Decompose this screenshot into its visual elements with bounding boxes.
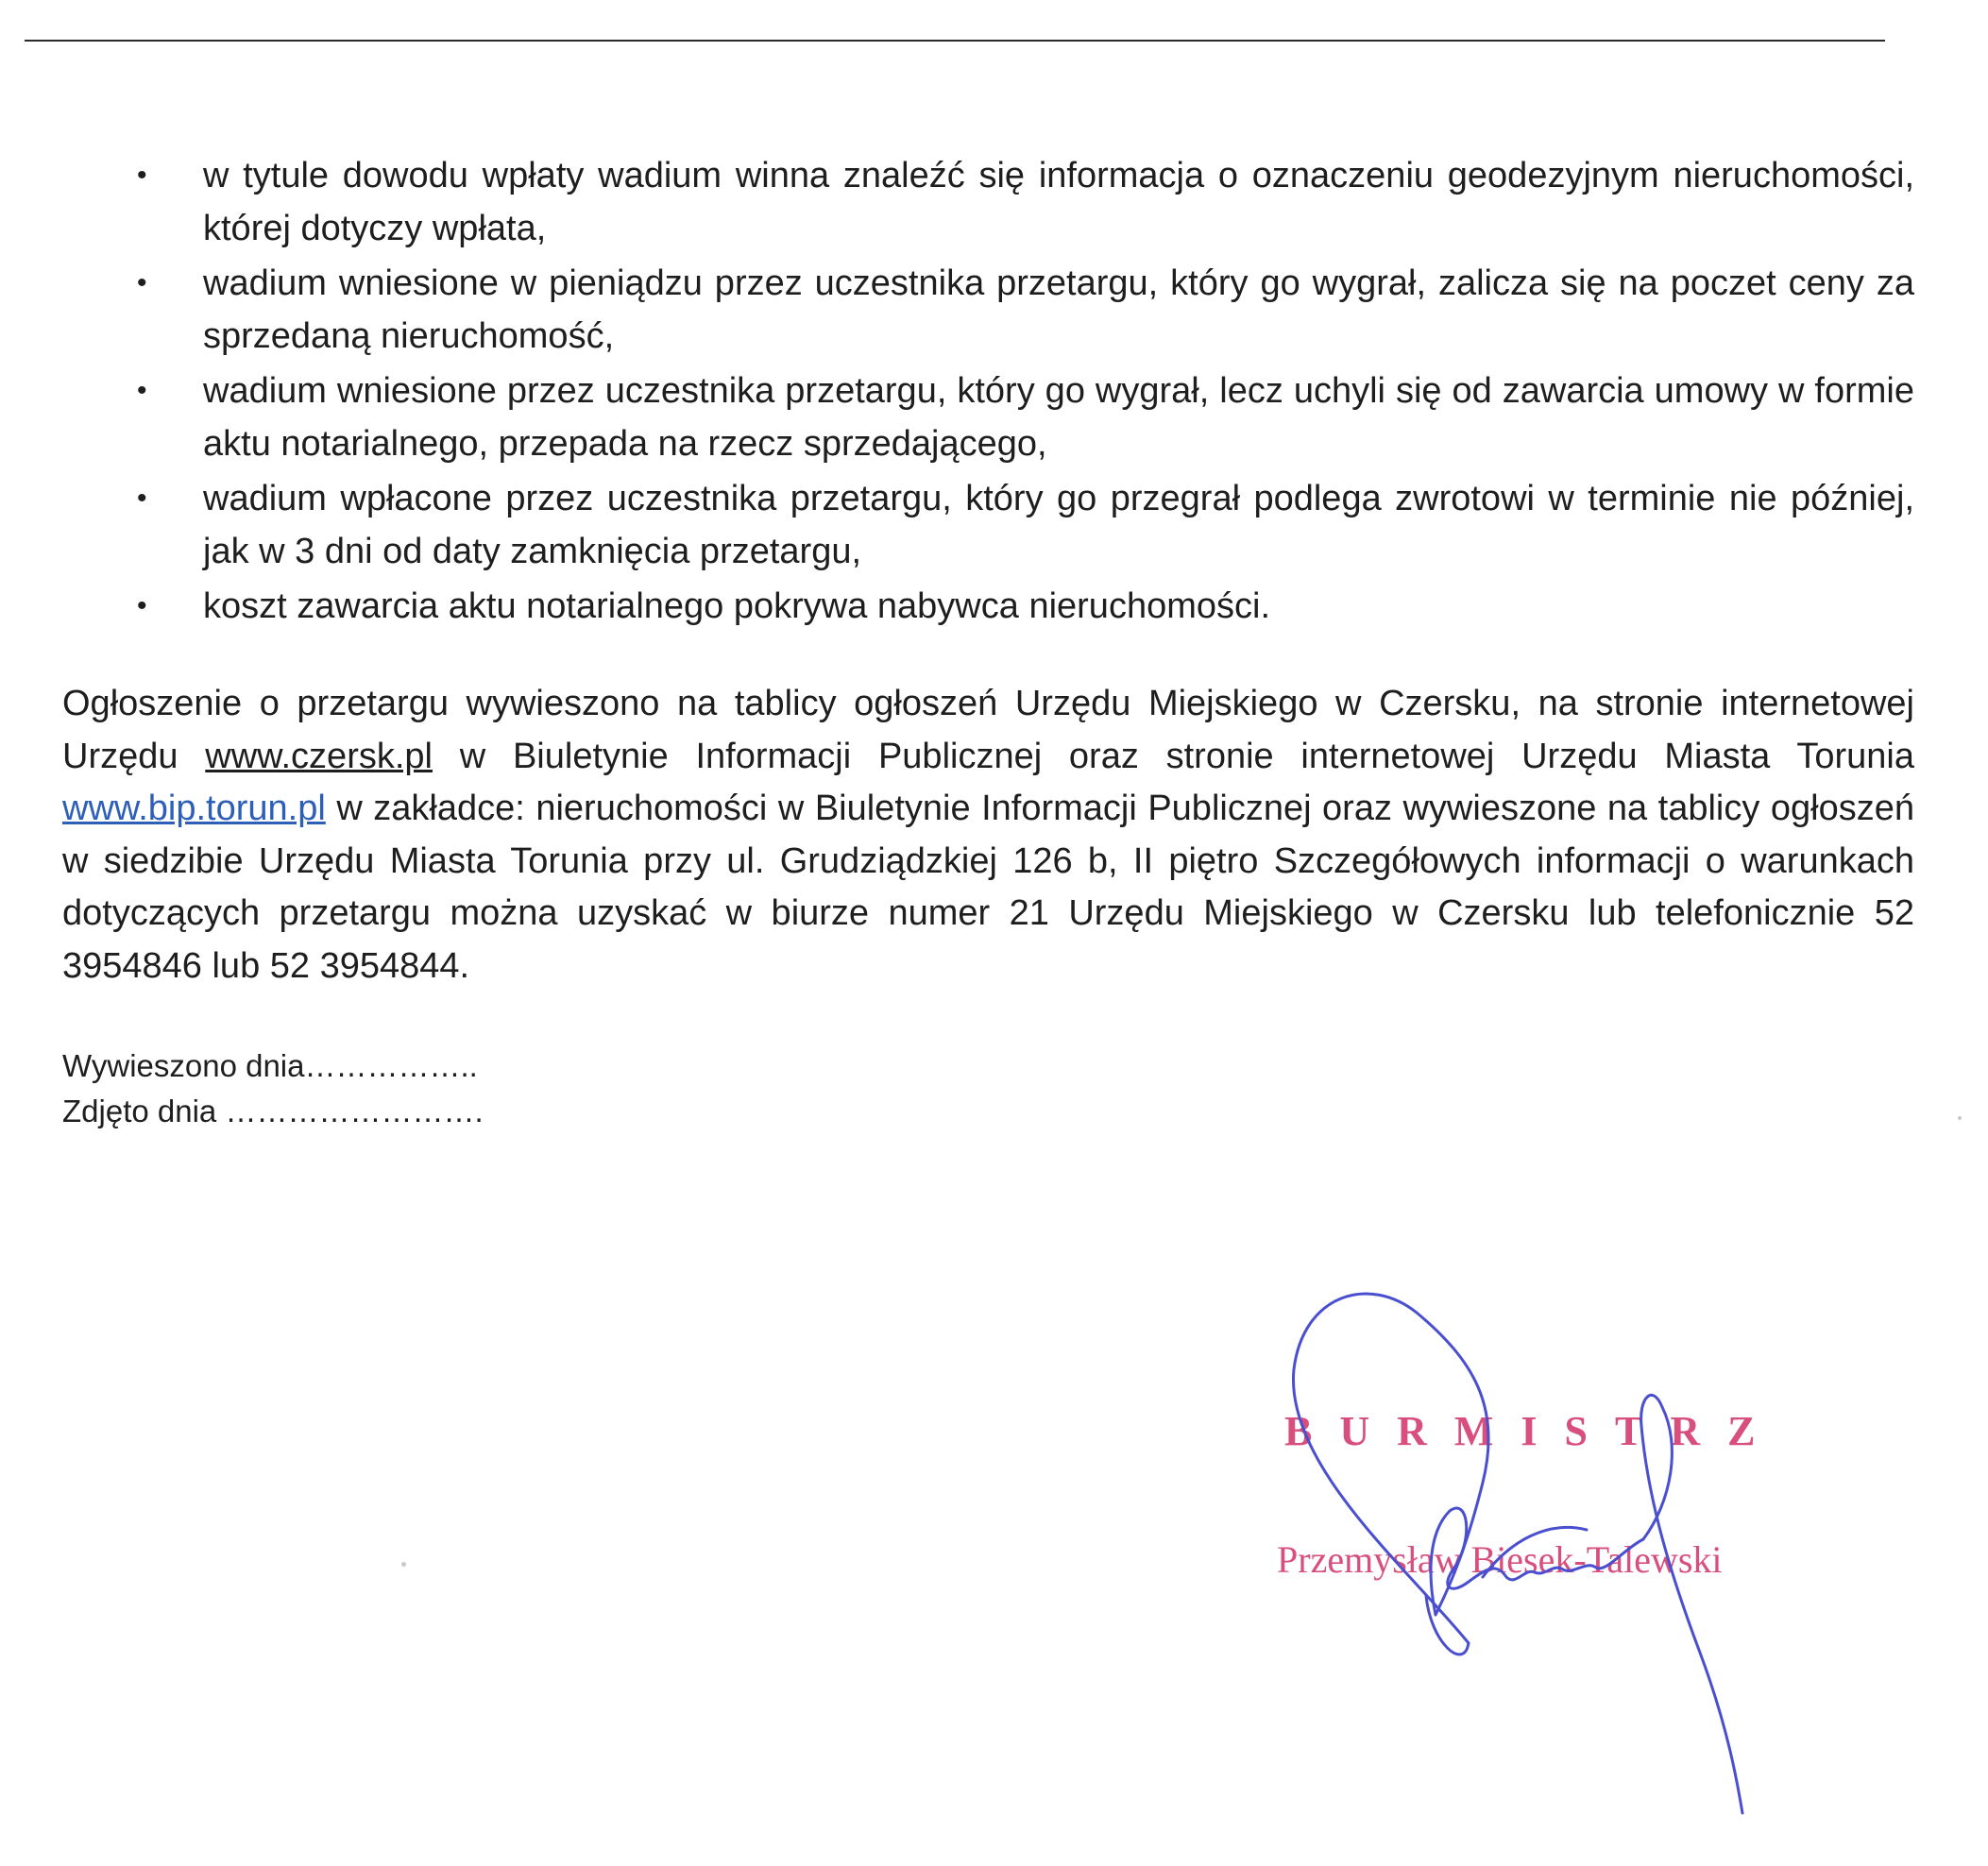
- signature-image: [1266, 1256, 1851, 1841]
- announcement-paragraph: [62, 678, 1914, 992]
- bullet-icon: •: [137, 375, 147, 406]
- bullet-icon: •: [137, 160, 147, 191]
- list-item-text: wadium wpłacone przez uczestnika przetargu, który go przegrał podlega zwrotowi w terminie nie później, jak w 3 dni od daty zamknięcia przetargu,: [203, 479, 1914, 571]
- paragraph-text: w zakładce: nieruchomości w Biuletynie Informacji Publicznej oraz wywieszone na tablicy ogłoszeń w siedzibie Urzędu Miasta Torunia przy ul. Grudziądzkiej 126 b, II piętro Szczegółowych informacji o warunkach dotyczących przetargu można uzyskać w biurze numer 21 Urzędu Miejskiego w Czersku lub telefonicznie 52 3954846 lub 52 3954844.: [62, 789, 1914, 986]
- paragraph-text: w Biuletynie Informacji Publicznej oraz stronie internetowej Urzędu Miasta Torunia: [432, 736, 1914, 776]
- list-item: [137, 149, 1914, 255]
- stamp-title: BURMISTRZ: [1284, 1408, 1783, 1454]
- list-item-text: wadium wniesione w pieniądzu przez uczestnika przetargu, który go wygrał, zalicza się na poczet ceny za sprzedaną nieruchomość,: [203, 263, 1914, 356]
- removed-date-line: Zdjęto dnia …………………….: [62, 1094, 484, 1128]
- list-item: [137, 257, 1914, 363]
- posted-date-line: Wywieszono dnia……………..: [62, 1048, 478, 1083]
- bullet-icon: •: [137, 267, 147, 298]
- list-item-text: koszt zawarcia aktu notarialnego pokrywa nabywca nieruchomości.: [203, 586, 1270, 626]
- list-item-text: wadium wniesione przez uczestnika przetargu, który go wygrał, lecz uchyli się od zawarcia umowy w formie aktu notarialnego, przepada na rzecz sprzedającego,: [203, 371, 1914, 464]
- bullet-icon: •: [137, 590, 147, 621]
- stamp-name: Przemysław Biesek-Talewski: [1277, 1538, 1723, 1581]
- list-item: [137, 365, 1914, 470]
- bullet-icon: •: [137, 483, 147, 514]
- bullet-list: [137, 149, 1914, 635]
- paragraph-text: Ogłoszenie o przetargu wywieszono na tablicy ogłoszeń Urzędu Miejskiego w Czersku, na stronie internetowej Urzędu: [62, 684, 1914, 776]
- bip-torun-link[interactable]: www.bip.torun.pl: [62, 789, 326, 828]
- top-rule: [25, 40, 1885, 42]
- list-item: [137, 580, 1914, 633]
- scan-speck: [401, 1562, 406, 1567]
- scan-speck: [1958, 1116, 1962, 1120]
- list-item: [137, 472, 1914, 578]
- czersk-link[interactable]: www.czersk.pl: [205, 736, 433, 776]
- posting-dates: [62, 1043, 484, 1134]
- list-item-text: w tytule dowodu wpłaty wadium winna znaleźć się informacja o oznaczeniu geodezyjnym nieruchomości, której dotyczy wpłata,: [203, 156, 1914, 248]
